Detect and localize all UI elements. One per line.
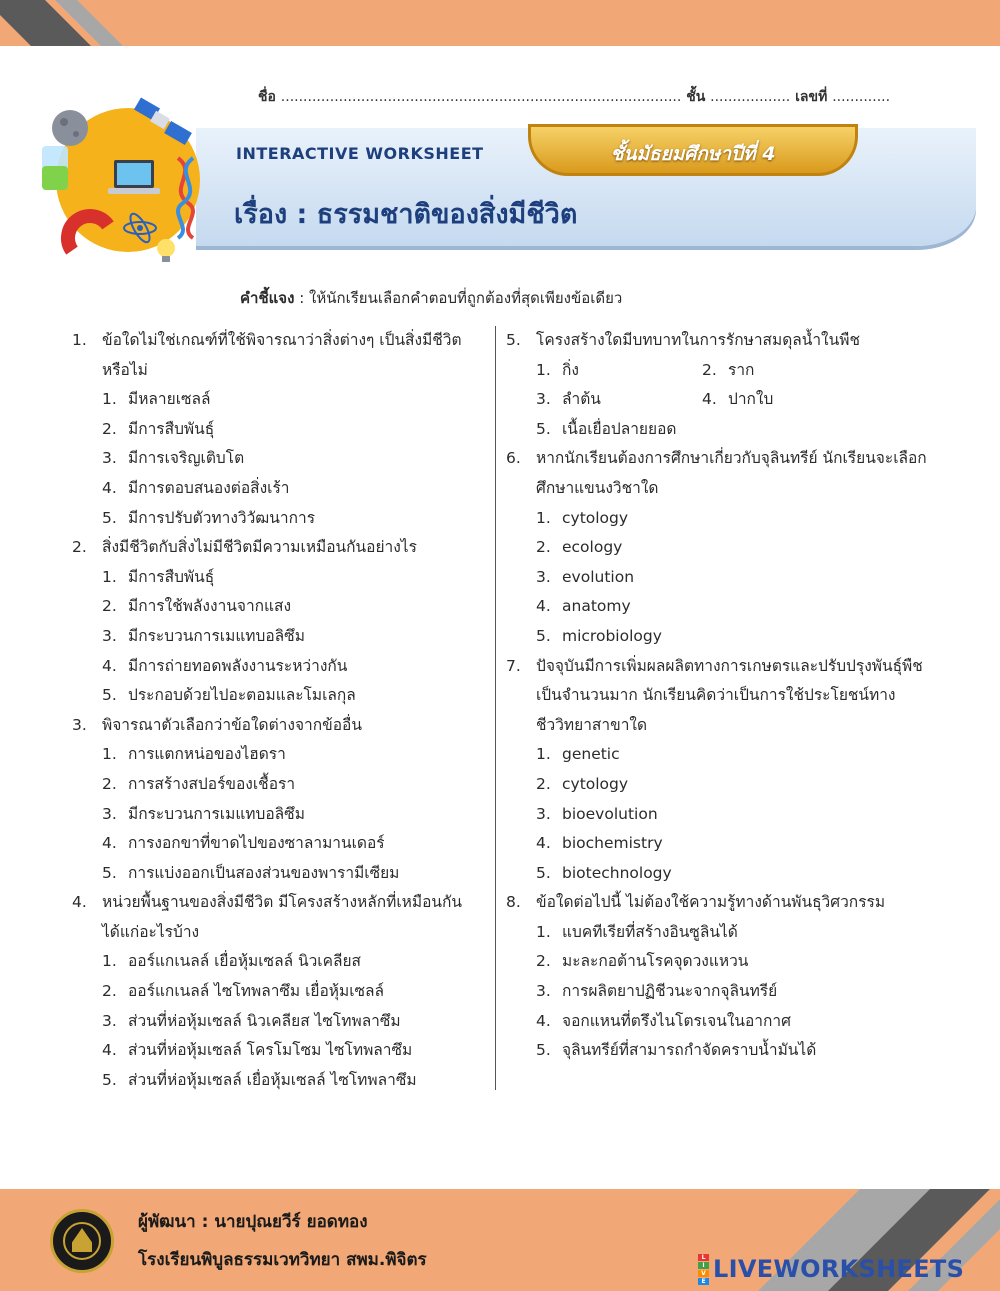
number-label: เลขที่ [795, 89, 828, 105]
option-number: 5. [536, 1041, 551, 1060]
option-text: มีหลายเซลล์ [128, 390, 211, 409]
option-number: 2. [102, 774, 117, 793]
answer-option[interactable] [506, 1036, 946, 1066]
option-number: 4. [536, 597, 551, 616]
grade-label: ชั้นมัธยมศึกษาปีที่ 4 [610, 143, 776, 165]
question-text: โครงสร้างใดมีบทบาทในการรักษาสมดุลน้ำในพืช [536, 331, 860, 349]
worksheet-title: เรื่อง : ธรรมชาติของสิ่งมีชีวิต [234, 199, 578, 230]
answer-option[interactable] [72, 770, 488, 800]
question-number: 6. [506, 449, 521, 468]
option-grid [506, 356, 946, 415]
name-label: ชื่อ [258, 89, 276, 105]
option-text: biochemistry [562, 834, 663, 853]
option-number: 1. [536, 922, 551, 941]
answer-option[interactable] [506, 1007, 946, 1037]
option-number: 5. [102, 863, 117, 882]
name-field[interactable]: .......................................................................................... [280, 89, 682, 105]
option-number: 4. [702, 390, 717, 409]
answer-option[interactable] [72, 800, 488, 830]
school-logo-icon [50, 1209, 114, 1273]
answer-option[interactable] [72, 652, 488, 682]
question-text: หากนักเรียนต้องการศึกษาเกี่ยวกับจุลินทรีย์ นักเรียนจะเลือกศึกษาแขนงวิชาใด [536, 449, 927, 497]
option-number: 1. [102, 745, 117, 764]
number-field[interactable]: ............. [832, 89, 891, 105]
answer-option[interactable] [72, 385, 488, 415]
option-text: ประกอบด้วยไปอะตอมและโมเลกุล [128, 686, 356, 705]
option-number: 5. [102, 508, 117, 527]
brand-block: L [698, 1254, 709, 1261]
option-text: การแตกหน่อของไฮดรา [128, 745, 286, 764]
option-text: การงอกขาที่ขาดไปของซาลามานเดอร์ [128, 834, 385, 853]
option-number: 4. [102, 656, 117, 675]
liveworksheets-logo[interactable] [698, 1254, 964, 1284]
answer-option[interactable] [72, 622, 488, 652]
option-text: แบคทีเรียที่สร้างอินซูลินได้ [562, 922, 738, 941]
answer-option[interactable] [72, 977, 488, 1007]
option-number: 3. [102, 449, 117, 468]
option-number: 3. [102, 626, 117, 645]
developer-label: ผู้พัฒนา [138, 1212, 196, 1232]
answer-option[interactable] [536, 356, 702, 386]
option-number: 4. [536, 834, 551, 853]
option-text: มีการถ่ายทอดพลังงานระหว่างกัน [128, 656, 348, 675]
option-text: ส่วนที่ห่อหุ้มเซลล์ เยื่อหุ้มเซลล์ ไซโทพลาซึม [128, 1070, 417, 1089]
option-text: cytology [562, 508, 629, 527]
option-text: มีการเจริญเติบโต [128, 449, 245, 468]
question-number: 2. [72, 538, 87, 557]
question-number: 8. [506, 893, 521, 912]
answer-option[interactable] [506, 829, 946, 859]
option-number: 1. [536, 508, 551, 527]
answer-option[interactable] [72, 563, 488, 593]
question-text: ข้อใดต่อไปนี้ ไม่ต้องใช้ความรู้ทางด้านพันธุวิศวกรรม [536, 893, 886, 912]
answer-option[interactable] [506, 592, 946, 622]
answer-option[interactable] [536, 385, 702, 415]
option-number: 3. [102, 804, 117, 823]
instruction-colon: : [299, 289, 305, 307]
question-8 [506, 888, 946, 1066]
option-text: cytology [562, 774, 629, 793]
option-text: มีกระบวนการเมแทบอลิซึม [128, 804, 305, 823]
option-text: จุลินทรีย์ที่สามารถกำจัดคราบน้ำมันได้ [562, 1041, 817, 1060]
question-column-right [506, 326, 946, 1066]
option-number: 1. [102, 567, 117, 586]
instruction-line [240, 286, 622, 310]
question-2 [72, 533, 488, 711]
option-text: ออร์แกเนลล์ ไซโทพลาซึม เยื่อหุ้มเซลล์ [128, 982, 385, 1001]
option-text: anatomy [562, 597, 631, 616]
answer-option[interactable] [72, 444, 488, 474]
school-name: โรงเรียนพิบูลธรรมเวทวิทยา สพม.พิจิตร [138, 1250, 427, 1270]
option-number: 5. [536, 863, 551, 882]
lightbulb-icon [157, 239, 175, 262]
class-label: ชั้น [686, 89, 706, 105]
question-column-left [72, 326, 488, 1095]
option-number: 4. [102, 834, 117, 853]
answer-option[interactable] [506, 563, 946, 593]
answer-option[interactable] [72, 1066, 488, 1096]
answer-option[interactable] [506, 533, 946, 563]
top-decor-band [0, 0, 1000, 46]
option-number: 2. [102, 597, 117, 616]
question-5 [506, 326, 946, 444]
instruction-label: คำชี้แจง [240, 289, 295, 307]
option-text: ปากใบ [728, 390, 774, 409]
answer-option[interactable] [506, 622, 946, 652]
answer-option[interactable] [72, 947, 488, 977]
option-text: จอกแหนที่ตรึงไนโตรเจนในอากาศ [562, 1011, 791, 1030]
option-number: 5. [536, 419, 551, 438]
answer-option[interactable] [506, 740, 946, 770]
answer-option[interactable] [506, 770, 946, 800]
option-text: bioevolution [562, 804, 658, 823]
option-number: 1. [536, 360, 551, 379]
option-text: การแบ่งออกเป็นสองส่วนของพารามีเซียม [128, 863, 400, 882]
option-text: ส่วนที่ห่อหุ้มเซลล์ นิวเคลียส ไซโทพลาซึม [128, 1011, 401, 1030]
answer-option[interactable] [506, 977, 946, 1007]
answer-option[interactable] [72, 1007, 488, 1037]
answer-option[interactable] [72, 474, 488, 504]
option-number: 3. [536, 982, 551, 1001]
answer-option[interactable] [72, 504, 488, 534]
option-text: genetic [562, 745, 620, 764]
question-1 [72, 326, 488, 533]
brand-block: I [698, 1262, 709, 1269]
option-number: 3. [536, 390, 551, 409]
option-text: มีการปรับตัวทางวิวัฒนาการ [128, 508, 316, 527]
answer-option[interactable] [702, 385, 902, 415]
liveworksheets-blocks-icon [698, 1254, 709, 1285]
option-number: 3. [102, 1011, 117, 1030]
question-text: สิ่งมีชีวิตกับสิ่งไม่มีชีวิตมีความเหมือนกันอย่างไร [102, 538, 417, 557]
option-number: 1. [536, 745, 551, 764]
answer-option[interactable] [72, 1036, 488, 1066]
answer-option[interactable] [702, 356, 902, 386]
option-number: 3. [536, 567, 551, 586]
question-number: 7. [506, 656, 521, 675]
option-text: ลำต้น [562, 390, 601, 409]
option-number: 2. [702, 360, 717, 379]
liveworksheets-wordmark: LIVEWORKSHEETS [713, 1255, 965, 1283]
answer-option[interactable] [72, 415, 488, 445]
option-number: 2. [536, 538, 551, 557]
question-3 [72, 711, 488, 889]
option-number: 1. [102, 952, 117, 971]
answer-option[interactable] [72, 681, 488, 711]
question-text: พิจารณาตัวเลือกว่าข้อใดต่างจากข้ออื่น [102, 715, 362, 734]
grade-ribbon [528, 124, 858, 176]
developer-colon: : [201, 1212, 209, 1232]
question-7 [506, 652, 946, 889]
option-text: มีการสืบพันธุ์ [128, 567, 215, 586]
option-text: การผลิตยาปฏิชีวนะจากจุลินทรีย์ [562, 982, 778, 1001]
option-number: 2. [536, 952, 551, 971]
option-number: 1. [102, 390, 117, 409]
worksheet-subtitle: INTERACTIVE WORKSHEET [236, 144, 484, 163]
answer-option[interactable] [506, 415, 946, 445]
option-text: มีกระบวนการเมแทบอลิซึม [128, 626, 305, 645]
question-text: ปัจจุบันมีการเพิ่มผลผลิตทางการเกษตรและปรับปรุงพันธุ์พืชเป็นจำนวนมาก นักเรียนคิดว่าเป็นการใช้ประโยชน์ทางชีววิทยาสาขาใด [536, 656, 923, 734]
instruction-text: ให้นักเรียนเลือกคำตอบที่ถูกต้องที่สุดเพียงข้อเดียว [309, 289, 623, 307]
developer-name: นายปุณยวีร์ ยอดทอง [214, 1212, 368, 1232]
option-text: ส่วนที่ห่อหุ้มเซลล์ โครโมโซม ไซโทพลาซึม [128, 1041, 413, 1060]
answer-option[interactable] [506, 504, 946, 534]
option-text: มีการสืบพันธุ์ [128, 419, 215, 438]
class-field[interactable]: .................. [710, 89, 791, 105]
answer-option[interactable] [506, 918, 946, 948]
option-text: กิ่ง [562, 360, 579, 379]
option-text: biotechnology [562, 863, 672, 882]
option-text: เนื้อเยื่อปลายยอด [562, 419, 677, 438]
option-number: 4. [102, 1041, 117, 1060]
option-text: ออร์แกเนลล์ เยื่อหุ้มเซลล์ นิวเคลียส [128, 952, 362, 971]
question-number: 1. [72, 331, 87, 349]
option-text: การสร้างสปอร์ของเชื้อรา [128, 774, 296, 793]
option-number: 5. [536, 626, 551, 645]
option-number: 4. [102, 478, 117, 497]
question-text: ข้อใดไม่ใช่เกณฑ์ที่ใช้พิจารณาว่าสิ่งต่างๆ เป็นสิ่งมีชีวิตหรือไม่ [102, 331, 462, 379]
question-number: 4. [72, 893, 87, 912]
flask-icon [42, 146, 68, 190]
brand-block: V [698, 1270, 709, 1277]
option-text: มะละกอต้านโรคจุดวงแหวน [562, 952, 749, 971]
option-text: มีการใช้พลังงานจากแสง [128, 597, 292, 616]
developer-line [138, 1208, 368, 1235]
question-4 [72, 888, 488, 1095]
answer-option[interactable] [72, 829, 488, 859]
option-number: 5. [102, 1070, 117, 1089]
option-text: ราก [728, 360, 755, 379]
option-number: 4. [536, 1011, 551, 1030]
planet-icon [52, 110, 88, 146]
laptop-icon [108, 160, 160, 194]
student-info-line [258, 86, 890, 108]
option-number: 2. [102, 419, 117, 438]
option-number: 5. [102, 686, 117, 705]
answer-option[interactable] [72, 740, 488, 770]
option-text: microbiology [562, 626, 662, 645]
answer-option[interactable] [506, 800, 946, 830]
option-number: 3. [536, 804, 551, 823]
question-6 [506, 444, 946, 651]
option-text: ecology [562, 538, 623, 557]
option-number: 2. [102, 982, 117, 1001]
brand-block: E [698, 1278, 709, 1285]
option-text: evolution [562, 567, 635, 586]
science-illustration [28, 88, 218, 274]
answer-option[interactable] [506, 947, 946, 977]
question-number: 3. [72, 715, 87, 734]
option-text: มีการตอบสนองต่อสิ่งเร้า [128, 478, 290, 497]
answer-option[interactable] [72, 859, 488, 889]
option-number: 2. [536, 774, 551, 793]
column-divider [495, 326, 496, 1090]
question-text: หน่วยพื้นฐานของสิ่งมีชีวิต มีโครงสร้างหลักที่เหมือนกันได้แก่อะไรบ้าง [102, 893, 462, 941]
answer-option[interactable] [506, 859, 946, 889]
question-number: 5. [506, 331, 521, 349]
answer-option[interactable] [72, 592, 488, 622]
